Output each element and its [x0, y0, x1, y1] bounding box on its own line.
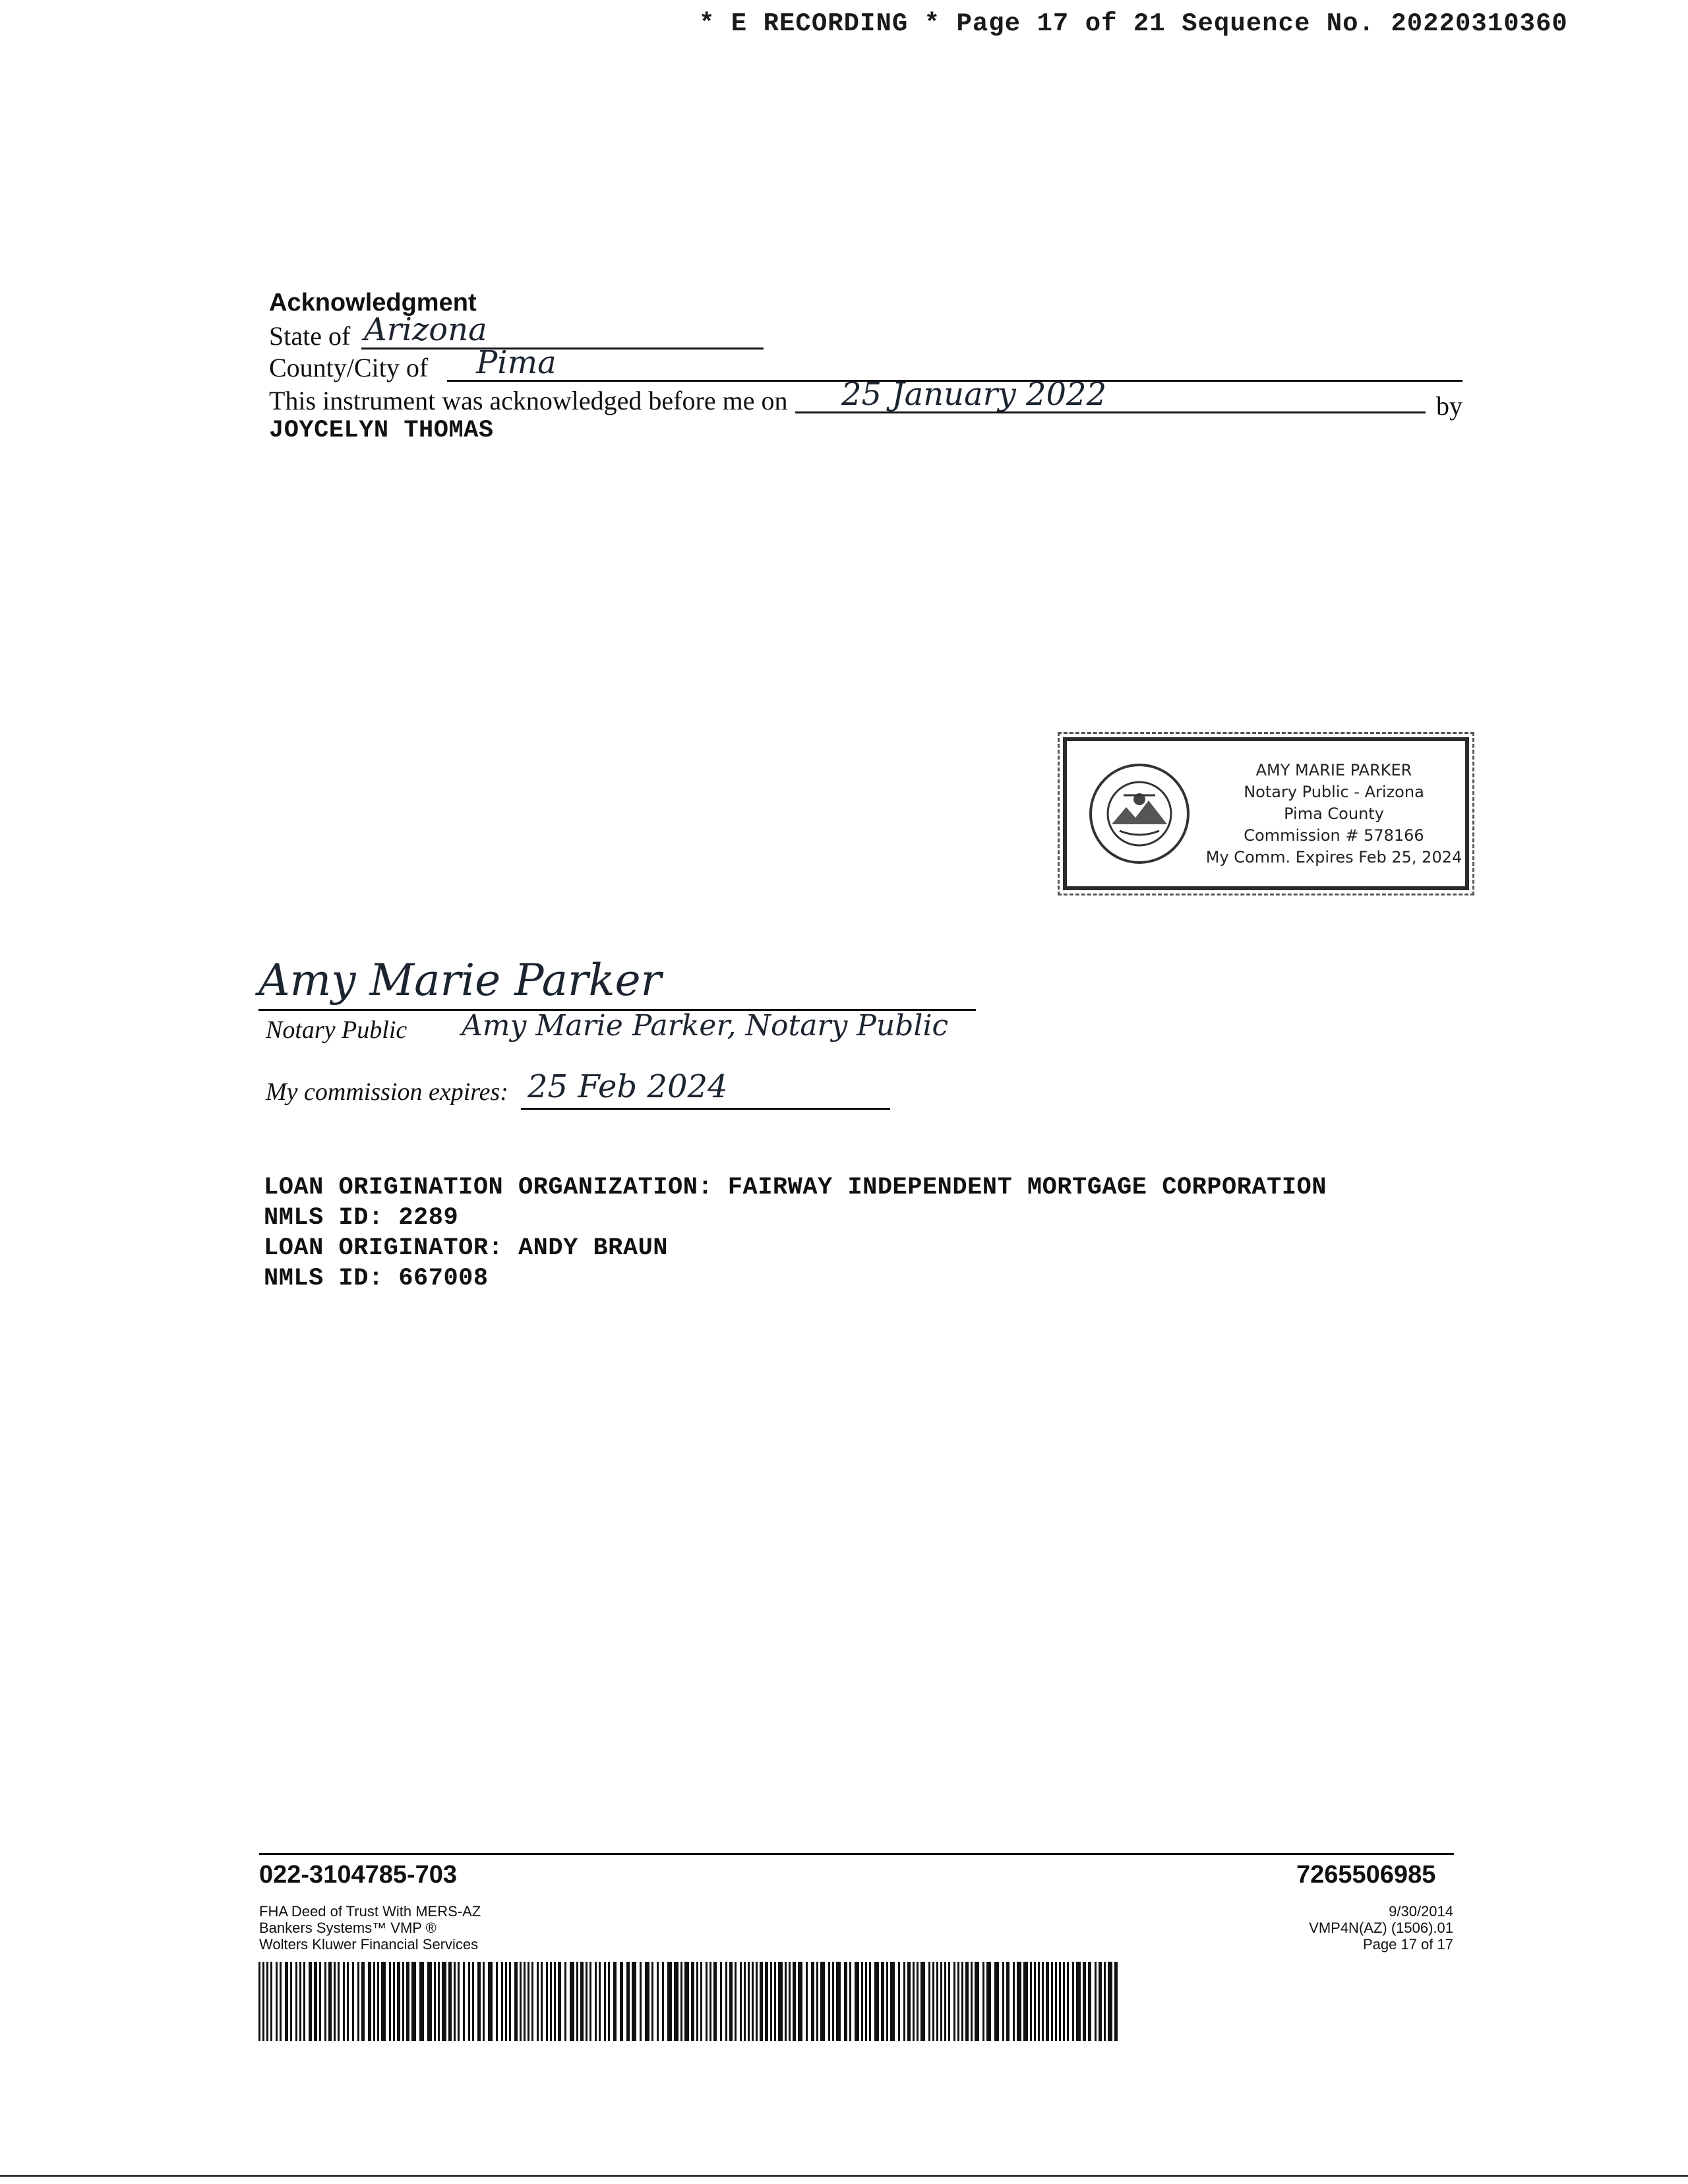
- instrument-text: This instrument was acknowledged before me on: [269, 386, 788, 415]
- barcode-bar: [774, 1962, 776, 2041]
- barcode-bar: [890, 1962, 895, 2041]
- barcode-bar: [276, 1962, 278, 2041]
- acknowledgment-title: Acknowledgment: [269, 289, 477, 317]
- barcode-bar: [613, 1962, 617, 2041]
- barcode-bar: [381, 1962, 386, 2041]
- barcode-bar: [463, 1962, 465, 2041]
- barcode-bar: [1051, 1962, 1053, 2041]
- notary-public-label: Notary Public: [266, 1016, 407, 1044]
- barcode-bar: [986, 1962, 991, 2041]
- barcode-bar: [347, 1962, 349, 2041]
- date-handwritten: 25 January 2022: [841, 376, 1107, 413]
- barcode-bar: [789, 1962, 791, 2041]
- barcode-bar: [832, 1962, 834, 2041]
- by-label: by: [1436, 391, 1462, 421]
- signer-name: JOYCELYN THOMAS: [269, 417, 494, 444]
- barcode-icon: [258, 1962, 1122, 2041]
- barcode-bar: [756, 1962, 758, 2041]
- barcode-bar: [343, 1962, 345, 2041]
- loan-org-nmls: NMLS ID: 2289: [264, 1204, 459, 1232]
- barcode-bar: [266, 1962, 268, 2041]
- barcode-bar: [667, 1962, 672, 2041]
- barcode-bar: [913, 1962, 915, 2041]
- barcode-bar: [1067, 1962, 1069, 2041]
- barcode-bar: [509, 1962, 511, 2041]
- barcode-bar: [314, 1962, 317, 2041]
- barcode-bar: [309, 1962, 312, 2041]
- barcode-bar: [620, 1962, 623, 2041]
- barcode-bar: [434, 1962, 436, 2041]
- barcode-bar: [468, 1962, 470, 2041]
- barcode-bar: [328, 1962, 332, 2041]
- barcode-bar: [706, 1962, 708, 2041]
- stamp-commission: Commission # 578166: [1244, 826, 1424, 845]
- barcode-bar: [903, 1962, 905, 2041]
- barcode-bar: [1055, 1962, 1057, 2041]
- barcode-bar: [936, 1962, 938, 2041]
- barcode-bar: [393, 1962, 395, 2041]
- barcode-bar: [765, 1962, 768, 2041]
- barcode-bar: [1104, 1962, 1106, 2041]
- barcode-bar: [514, 1962, 518, 2041]
- barcode-bar: [770, 1962, 772, 2041]
- loan-org-line: LOAN ORIGINATION ORGANIZATION: FAIRWAY INDEPENDENT MORTGAGE CORPORATION: [264, 1174, 1327, 1201]
- barcode-bar: [798, 1962, 802, 2041]
- barcode-bar: [944, 1962, 946, 2041]
- barcode-bar: [1030, 1962, 1032, 2041]
- commission-handwritten: 25 Feb 2024: [528, 1068, 728, 1105]
- page-bottom-rule: [0, 2175, 1688, 2177]
- barcode-bar: [907, 1962, 911, 2041]
- barcode-bar: [270, 1962, 272, 2041]
- barcode-bar: [1042, 1962, 1044, 2041]
- barcode-bar: [377, 1962, 379, 2041]
- stamp-text: [1205, 760, 1462, 868]
- barcode-bar: [262, 1962, 264, 2041]
- barcode-bar: [419, 1962, 424, 2041]
- barcode-bar: [680, 1962, 682, 2041]
- barcode-bar: [1002, 1962, 1004, 2041]
- stamp-name: AMY MARIE PARKER: [1255, 761, 1412, 779]
- barcode-bar: [816, 1962, 818, 2041]
- barcode-bar: [793, 1962, 796, 2041]
- barcode-bar: [1099, 1962, 1102, 2041]
- barcode-bar: [576, 1962, 578, 2041]
- county-label: County/City of: [269, 353, 429, 382]
- barcode-bar: [961, 1962, 963, 2041]
- barcode-bar: [729, 1962, 733, 2041]
- barcode-bar: [994, 1962, 999, 2041]
- commission-expires-label: My commission expires:: [266, 1078, 508, 1106]
- barcode-bar: [352, 1962, 354, 2041]
- barcode-bar: [855, 1962, 859, 2041]
- barcode-bar: [651, 1962, 653, 2041]
- barcode-bar: [357, 1962, 359, 2041]
- barcode-bar: [427, 1962, 432, 2041]
- barcode-bar: [280, 1962, 282, 2041]
- barcode-bar: [496, 1962, 498, 2041]
- stamp-county: Pima County: [1284, 804, 1384, 823]
- barcode-bar: [849, 1962, 851, 2041]
- barcode-bar: [662, 1962, 664, 2041]
- barcode-bar: [920, 1962, 925, 2041]
- barcode-bar: [869, 1962, 871, 2041]
- barcode-bar: [1046, 1962, 1049, 2041]
- barcode-bar: [554, 1962, 556, 2041]
- county-handwritten: Pima: [476, 344, 557, 381]
- barcode-bar: [1038, 1962, 1040, 2041]
- barcode-bar: [881, 1962, 884, 2041]
- recording-header: * E RECORDING * Page 17 of 21 Sequence No. 20220310360: [699, 9, 1568, 38]
- form-name: FHA Deed of Trust With MERS-AZ: [259, 1903, 481, 1920]
- stamp-expires: My Comm. Expires Feb 25, 2024: [1205, 848, 1462, 866]
- barcode-bar: [524, 1962, 526, 2041]
- barcode-bar: [454, 1962, 456, 2041]
- notary-signature: Amy Marie Parker: [258, 955, 662, 1006]
- barcode-bar: [735, 1962, 737, 2041]
- barcode-bar: [319, 1962, 321, 2041]
- footer-left-info: [259, 1903, 481, 1953]
- barcode-bar: [640, 1962, 642, 2041]
- barcode-bar: [982, 1962, 984, 2041]
- barcode-bar: [528, 1962, 529, 2041]
- barcode-bar: [917, 1962, 919, 2041]
- barcode-bar: [477, 1962, 481, 2041]
- barcode-bar: [448, 1962, 452, 2041]
- barcode-bar: [836, 1962, 841, 2041]
- barcode-bar: [965, 1962, 969, 2041]
- case-number: 022-3104785-703: [259, 1861, 458, 1889]
- loan-originator-nmls: NMLS ID: 667008: [264, 1265, 489, 1292]
- barcode-bar: [1017, 1962, 1021, 2041]
- barcode-bar: [785, 1962, 787, 2041]
- barcode-bar: [483, 1962, 485, 2041]
- barcode-bar: [865, 1962, 867, 2041]
- barcode-bar: [948, 1962, 950, 2041]
- barcode-bar: [580, 1962, 584, 2041]
- form-code: VMP4N(AZ) (1506).01: [1309, 1920, 1453, 1936]
- barcode-bar: [402, 1962, 404, 2041]
- barcode-bar: [806, 1962, 808, 2041]
- barcode-bar: [531, 1962, 533, 2041]
- barcode-bar: [368, 1962, 371, 2041]
- barcode-bar: [541, 1962, 543, 2041]
- state-label: State of: [269, 321, 351, 351]
- barcode-bar: [303, 1962, 305, 2041]
- barcode-bar: [932, 1962, 934, 2041]
- barcode-bar: [940, 1962, 942, 2041]
- barcode-bar: [632, 1962, 636, 2041]
- barcode-bar: [558, 1962, 561, 2041]
- notary-printed-name: Amy Marie Parker, Notary Public: [462, 1009, 949, 1043]
- barcode-bar: [691, 1962, 694, 2041]
- state-handwritten: Arizona: [364, 311, 487, 348]
- stamp-title: Notary Public - Arizona: [1244, 783, 1424, 801]
- barcode-bar: [713, 1962, 717, 2041]
- form-date: 9/30/2014: [1389, 1903, 1453, 1920]
- barcode-bar: [1034, 1962, 1036, 2041]
- barcode-bar: [657, 1962, 659, 2041]
- barcode-bar: [488, 1962, 493, 2041]
- barcode-bar: [520, 1962, 522, 2041]
- barcode-bar: [1076, 1962, 1081, 2041]
- barcode-bar: [570, 1962, 574, 2041]
- barcode-bar: [828, 1962, 830, 2041]
- barcode-bar: [438, 1962, 440, 2041]
- barcode-bar: [1095, 1962, 1097, 2041]
- barcode-bar: [608, 1962, 610, 2041]
- barcode-bar: [604, 1962, 606, 2041]
- barcode-bar: [599, 1962, 601, 2041]
- form-page: Page 17 of 17: [1362, 1936, 1453, 1953]
- barcode-bar: [752, 1962, 754, 2041]
- barcode-bar: [1023, 1962, 1028, 2041]
- commission-line: [521, 1108, 890, 1110]
- barcode-bar: [295, 1962, 297, 2041]
- barcode-bar: [1083, 1962, 1086, 2041]
- barcode-bar: [1059, 1962, 1061, 2041]
- barcode-bar: [285, 1962, 288, 2041]
- barcode-bar: [550, 1962, 552, 2041]
- barcode-bar: [501, 1962, 503, 2041]
- barcode-bar: [1108, 1962, 1112, 2041]
- barcode-bar: [744, 1962, 746, 2041]
- barcode-bar: [595, 1962, 597, 2041]
- barcode-bar: [1063, 1962, 1065, 2041]
- barcode-bar: [645, 1962, 649, 2041]
- barcode-bar: [928, 1962, 930, 2041]
- barcode-bar: [1013, 1962, 1015, 2041]
- arizona-seal-icon: [1087, 761, 1192, 866]
- form-vendor: Bankers Systems™ VMP ®: [259, 1920, 437, 1936]
- barcode-bar: [874, 1962, 879, 2041]
- barcode-bar: [674, 1962, 678, 2041]
- barcode-bar: [338, 1962, 340, 2041]
- barcode-bar: [720, 1962, 722, 2041]
- barcode-bar: [442, 1962, 446, 2041]
- barcode-bar: [299, 1962, 301, 2041]
- barcode-bar: [586, 1962, 588, 2041]
- footer-rule: [259, 1853, 1454, 1855]
- notary-stamp: [1063, 737, 1469, 890]
- barcode-bar: [626, 1962, 630, 2041]
- barcode-bar: [1072, 1962, 1074, 2041]
- barcode-bar: [709, 1962, 711, 2041]
- barcode-bar: [397, 1962, 400, 2041]
- barcode-bar: [820, 1962, 825, 2041]
- loan-number: 7265506985: [1296, 1861, 1436, 1889]
- barcode-bar: [373, 1962, 375, 2041]
- barcode-bar: [324, 1962, 326, 2041]
- barcode-bar: [472, 1962, 474, 2041]
- barcode-bar: [1006, 1962, 1010, 2041]
- barcode-bar: [898, 1962, 900, 2041]
- barcode-bar: [546, 1962, 548, 2041]
- form-publisher: Wolters Kluwer Financial Services: [259, 1936, 479, 1953]
- barcode-bar: [290, 1962, 292, 2041]
- barcode-bar: [748, 1962, 750, 2041]
- barcode-bar: [389, 1962, 391, 2041]
- barcode-bar: [971, 1962, 973, 2041]
- barcode-bar: [957, 1962, 959, 2041]
- barcode-bar: [886, 1962, 888, 2041]
- barcode-bar: [589, 1962, 591, 2041]
- barcode-bar: [975, 1962, 979, 2041]
- loan-originator-line: LOAN ORIGINATOR: ANDY BRAUN: [264, 1234, 668, 1262]
- barcode-bar: [861, 1962, 863, 2041]
- barcode-bar: [811, 1962, 814, 2041]
- barcode-bar: [505, 1962, 507, 2041]
- barcode-bar: [537, 1962, 539, 2041]
- barcode-bar: [411, 1962, 416, 2041]
- barcode-bar: [258, 1962, 260, 2041]
- barcode-bar: [458, 1962, 460, 2041]
- barcode-bar: [953, 1962, 955, 2041]
- barcode-bar: [844, 1962, 847, 2041]
- barcode-bar: [725, 1962, 727, 2041]
- barcode-bar: [740, 1962, 742, 2041]
- barcode-bar: [1088, 1962, 1091, 2041]
- barcode-bar: [361, 1962, 365, 2041]
- barcode-bar: [700, 1962, 702, 2041]
- barcode-bar: [696, 1962, 698, 2041]
- barcode-bar: [334, 1962, 336, 2041]
- footer-right-info: [1253, 1903, 1453, 1953]
- barcode-bar: [778, 1962, 783, 2041]
- barcode-bar: [1114, 1962, 1118, 2041]
- barcode-bar: [406, 1962, 409, 2041]
- barcode-bar: [564, 1962, 566, 2041]
- barcode-bar: [760, 1962, 763, 2041]
- barcode-bar: [684, 1962, 689, 2041]
